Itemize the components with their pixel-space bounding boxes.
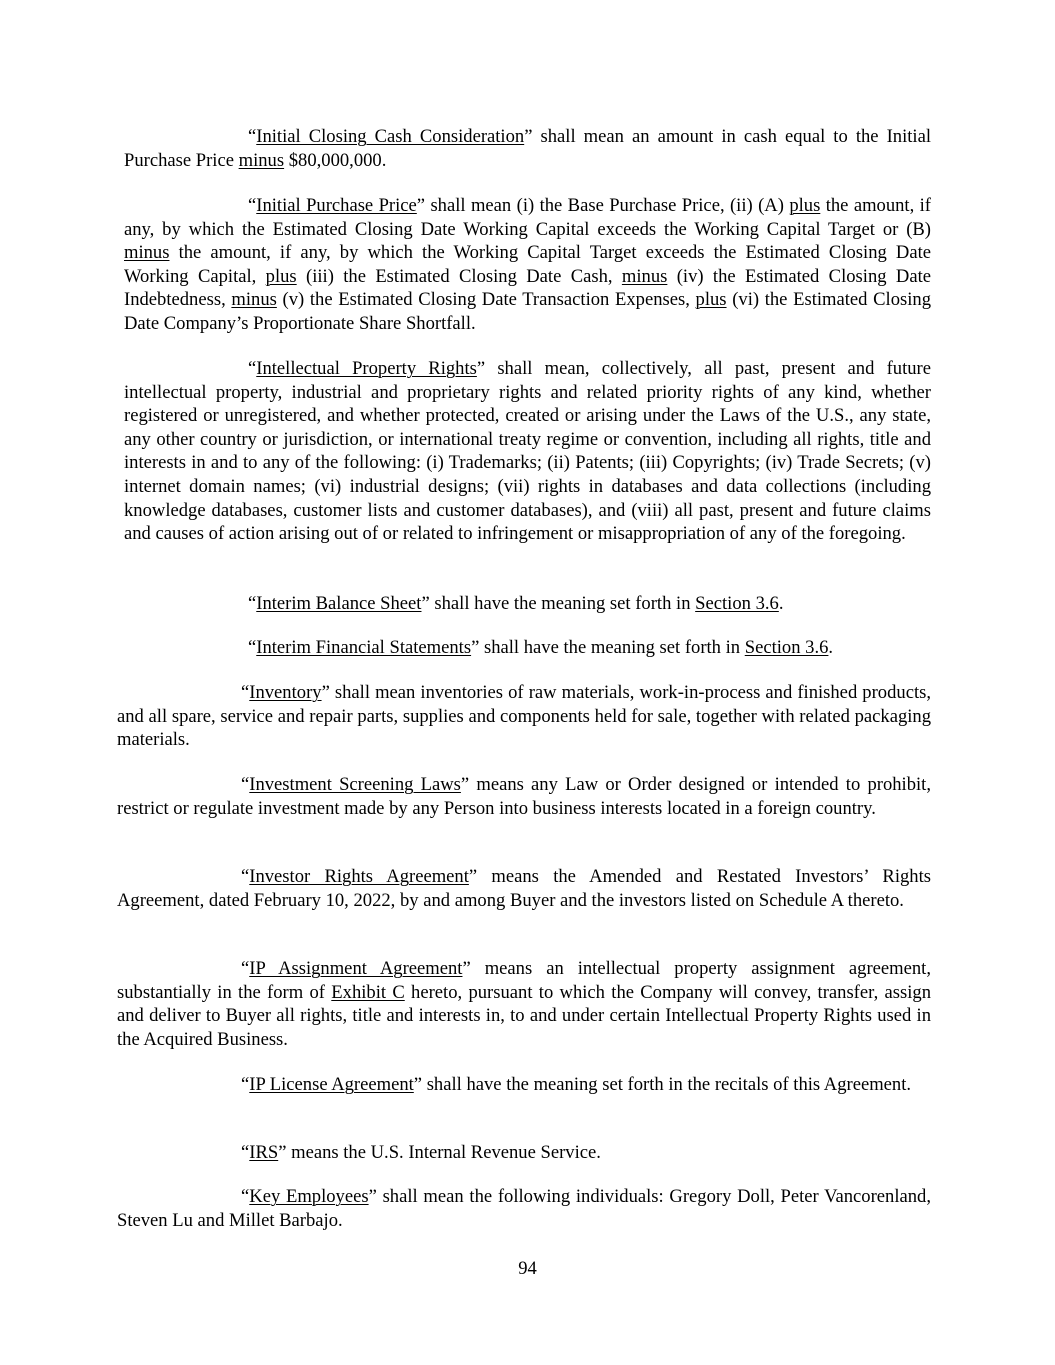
defined-term: IP License Agreement (249, 1074, 414, 1095)
definition-text: ” means the U.S. Internal Revenue Service. (278, 1142, 601, 1163)
underlined-operator: plus (789, 195, 821, 216)
definition-irs (117, 1141, 931, 1165)
underlined-operator: minus (231, 289, 277, 311)
underlined-operator: minus (124, 242, 170, 264)
definition-text: ” means the Amended and Restated Investors’ Rights Agreement, dated February 10, 2022, by and among Buyer and the investors listed on Schedule A thereto. (117, 866, 931, 911)
definition-text: the amount, if any, by which the Estimated Closing Date Working Capital exceeds the Working Capital Target or (B) (124, 195, 931, 240)
definition-text: ” means any Law or Order designed or intended to prohibit, restrict or regulate investment made by any Person into business interests located in a foreign country. (117, 774, 931, 819)
definition-text: ” shall mean the following individuals: Gregory Doll, Peter Vancorenland, Steven Lu and Millet Barbajo. (117, 1186, 931, 1231)
open-quote: “ (248, 637, 257, 658)
definition-text: hereto, pursuant to which the Company will convey, transfer, assign and deliver to Buyer all rights, title and interests in, to and under certain Intellectual Property Rights used in the Acquired Business. (117, 981, 931, 1050)
defined-term: Initial Closing Cash Consideration (256, 126, 525, 147)
definition-text: (vi) the Estimated Closing Date Company’s Proportionate Share Shortfall. (124, 289, 931, 334)
definition-text: ” shall mean an amount in cash equal to the Initial Purchase Price (124, 126, 931, 171)
page-number: 94 (518, 1258, 537, 1279)
definition-text: ” shall have the meaning set forth in (421, 593, 696, 614)
defined-term: Initial Purchase Price (256, 195, 417, 216)
defined-term: Inventory (249, 682, 322, 703)
definition-text: ” means an intellectual property assignment agreement, substantially in the form of (117, 958, 931, 1003)
definition-interim-financial-statements (124, 636, 931, 660)
definition-investor-rights-agreement (117, 865, 931, 912)
defined-term: Interim Financial Statements (256, 637, 472, 658)
definition-text: $80,000,000. (284, 149, 387, 171)
definition-ip-assignment-agreement (117, 957, 931, 1051)
definition-interim-balance-sheet (124, 592, 931, 616)
definition-intellectual-property-rights (124, 357, 931, 546)
defined-term: Key Employees (249, 1186, 369, 1207)
definition-text: (iii) the Estimated Closing Date Cash, (296, 265, 622, 287)
exhibit-reference: Exhibit C (331, 981, 405, 1003)
underlined-operator: minus (621, 265, 668, 287)
definition-initial-closing-cash-consideration (124, 125, 931, 172)
definition-text: (iv) the Estimated Closing Date Indebtedness, (124, 265, 931, 311)
open-quote: “ (241, 1074, 250, 1095)
section-reference: Section 3.6 (744, 637, 829, 658)
definition-text: . (828, 637, 834, 658)
defined-term: Investor Rights Agreement (249, 866, 469, 887)
definition-text: ” shall mean inventories of raw materials, work-in-process and finished products, and all spare, service and repair parts, supplies and components held for sale, together with related packaging materials. (117, 682, 931, 751)
open-quote: “ (248, 593, 257, 614)
defined-term: Investment Screening Laws (249, 774, 461, 795)
defined-term: IRS (249, 1142, 279, 1163)
definition-text: . (778, 593, 784, 614)
defined-term: Interim Balance Sheet (256, 593, 422, 614)
open-quote: “ (248, 195, 257, 216)
open-quote: “ (241, 1186, 250, 1207)
open-quote: “ (248, 358, 257, 379)
open-quote: “ (241, 682, 250, 703)
open-quote: “ (241, 958, 250, 979)
defined-term: Intellectual Property Rights (256, 358, 477, 379)
defined-term: IP Assignment Agreement (249, 958, 463, 979)
open-quote: “ (241, 774, 250, 795)
underlined-operator: plus (695, 289, 727, 311)
definition-inventory (117, 681, 931, 752)
definition-text: ” shall mean (i) the Base Purchase Price, (ii) (A) (416, 195, 790, 216)
section-reference: Section 3.6 (695, 593, 779, 614)
definition-ip-license-agreement (117, 1073, 931, 1097)
underlined-operator: minus (238, 149, 285, 171)
definition-initial-purchase-price (124, 194, 931, 336)
definition-text: ” shall have the meaning set forth in (471, 637, 745, 658)
definition-text: ” shall have the meaning set forth in the recitals of this Agreement. (413, 1074, 912, 1095)
definition-text: ” shall mean, collectively, all past, present and future intellectual property, industrial and proprietary rights and related priority rights of any kind, whether registered or unregistered, and whether protected, created or arising under the Laws of the U.S., any state, any other country or jurisdiction, or international treaty regime or convention, including all rights, title and interests in and to any of the following: (i) Trademarks; (ii) Patents; (iii) Copyrights; (iv) Trade Secrets; (v) internet domain names; (vi) industrial designs; (vii) rights in databases and data collections (including knowledge databases, customer lists and customer databases), and (viii) all past, present and future claims and causes of action arising out of or related to infringement or misappropriation of any of the foregoing. (124, 358, 931, 545)
definition-key-employees (117, 1185, 931, 1232)
open-quote: “ (248, 126, 257, 147)
definition-text: (v) the Estimated Closing Date Transaction Expenses, (276, 289, 696, 311)
open-quote: “ (241, 1142, 250, 1163)
definition-text: the amount, if any, by which the Working Capital Target exceeds the Estimated Closing Date Working Capital, (124, 242, 931, 287)
definition-investment-screening-laws (117, 773, 931, 820)
open-quote: “ (241, 866, 250, 887)
underlined-operator: plus (265, 265, 297, 287)
